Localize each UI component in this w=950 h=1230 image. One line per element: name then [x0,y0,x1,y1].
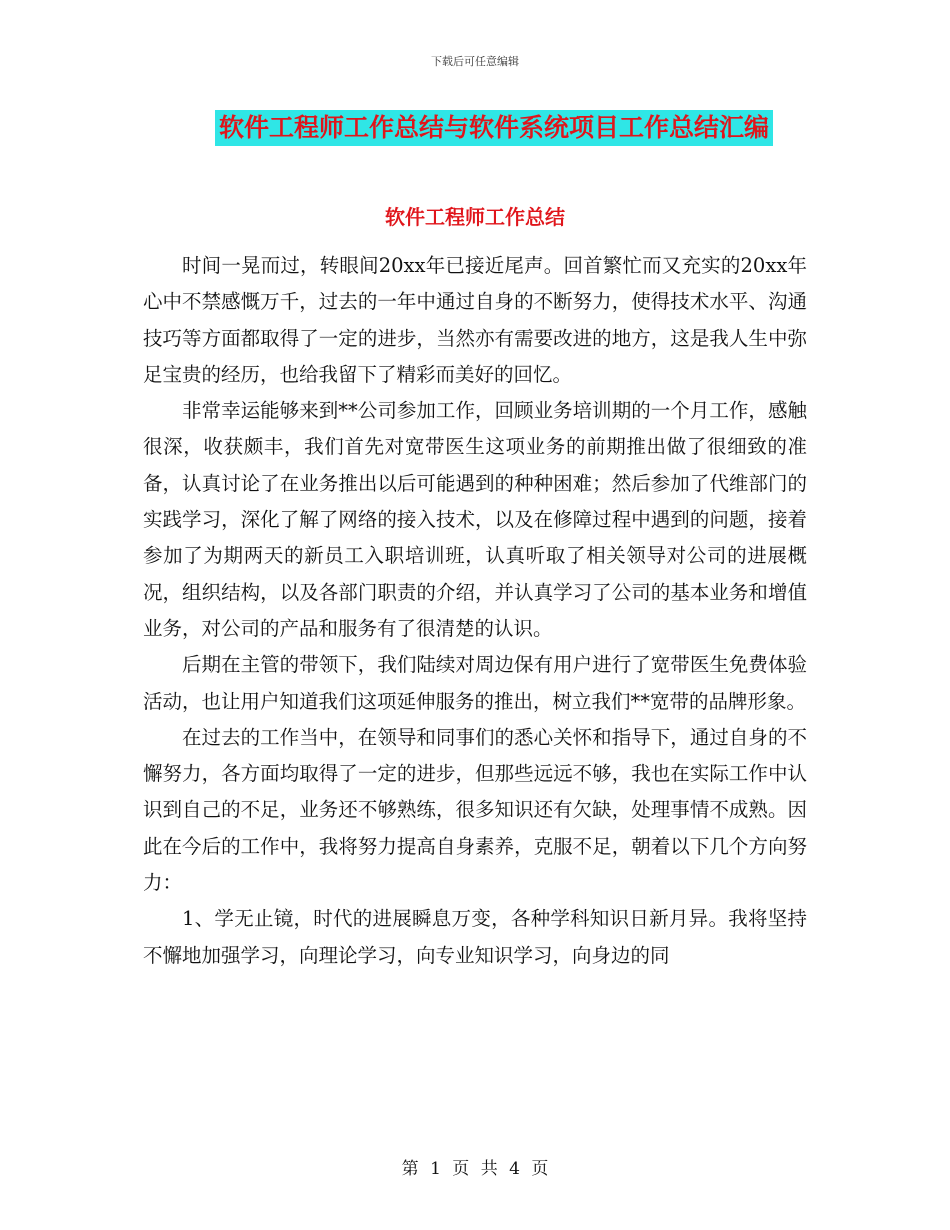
document-title-container [0,110,950,146]
paragraph: 时间一晃而过，转眼间20xx年已接近尾声。回首繁忙而又充实的20xx年心中不禁感慨万千，过去的一年中通过自身的不断努力，使得技术水平、沟通技巧等方面都取得了一定的进步，当然亦有需要改进的地方，这是我人生中弥足宝贵的经历，也给我留下了精彩而美好的回忆。 [143,254,807,386]
paragraph: 非常幸运能够来到**公司参加工作，回顾业务培训期的一个月工作，感触很深，收获颇丰，我们首先对宽带医生这项业务的前期推出做了很细致的准备，认真讨论了在业务推出以后可能遇到的种种困难；然后参加了代维部门的实践学习，深化了解了网络的接入技术，以及在修障过程中遇到的问题，接着参加了为期两天的新员工入职培训班，认真听取了相关领导对公司的进展概况，组织结构，以及各部门职责的介绍，并认真学习了公司的基本业务和增值业务，对公司的产品和服务有了很清楚的认识。 [143,399,807,640]
paragraph: 后期在主管的带领下，我们陆续对周边保有用户进行了宽带医生免费体验活动，也让用户知道我们这项延伸服务的推出，树立我们**宽带的品牌形象。 [143,653,807,713]
section-title: 软件工程师工作总结 [385,205,565,229]
document-body [143,248,807,974]
document-title: 软件工程师工作总结与软件系统项目工作总结汇编 [215,110,773,146]
paragraph: 在过去的工作当中，在领导和同事们的悉心关怀和指导下，通过自身的不懈努力，各方面均取得了一定的进步，但那些远远不够，我也在实际工作中认识到自己的不足，业务还不够熟练，很多知识还有欠缺，处理事情不成熟。因此在今后的工作中，我将努力提高自身素养，克服不足，朝着以下几个方向努力： [143,725,807,895]
page-header-note: 下载后可任意编辑 [431,55,519,68]
paragraph: 1、学无止镜，时代的进展瞬息万变，各种学科知识日新月异。我将坚持不懈地加强学习，向理论学习，向专业知识学习，向身边的同 [143,907,807,967]
page-number-footer: 第 1 页 共 4 页 [401,1159,549,1179]
